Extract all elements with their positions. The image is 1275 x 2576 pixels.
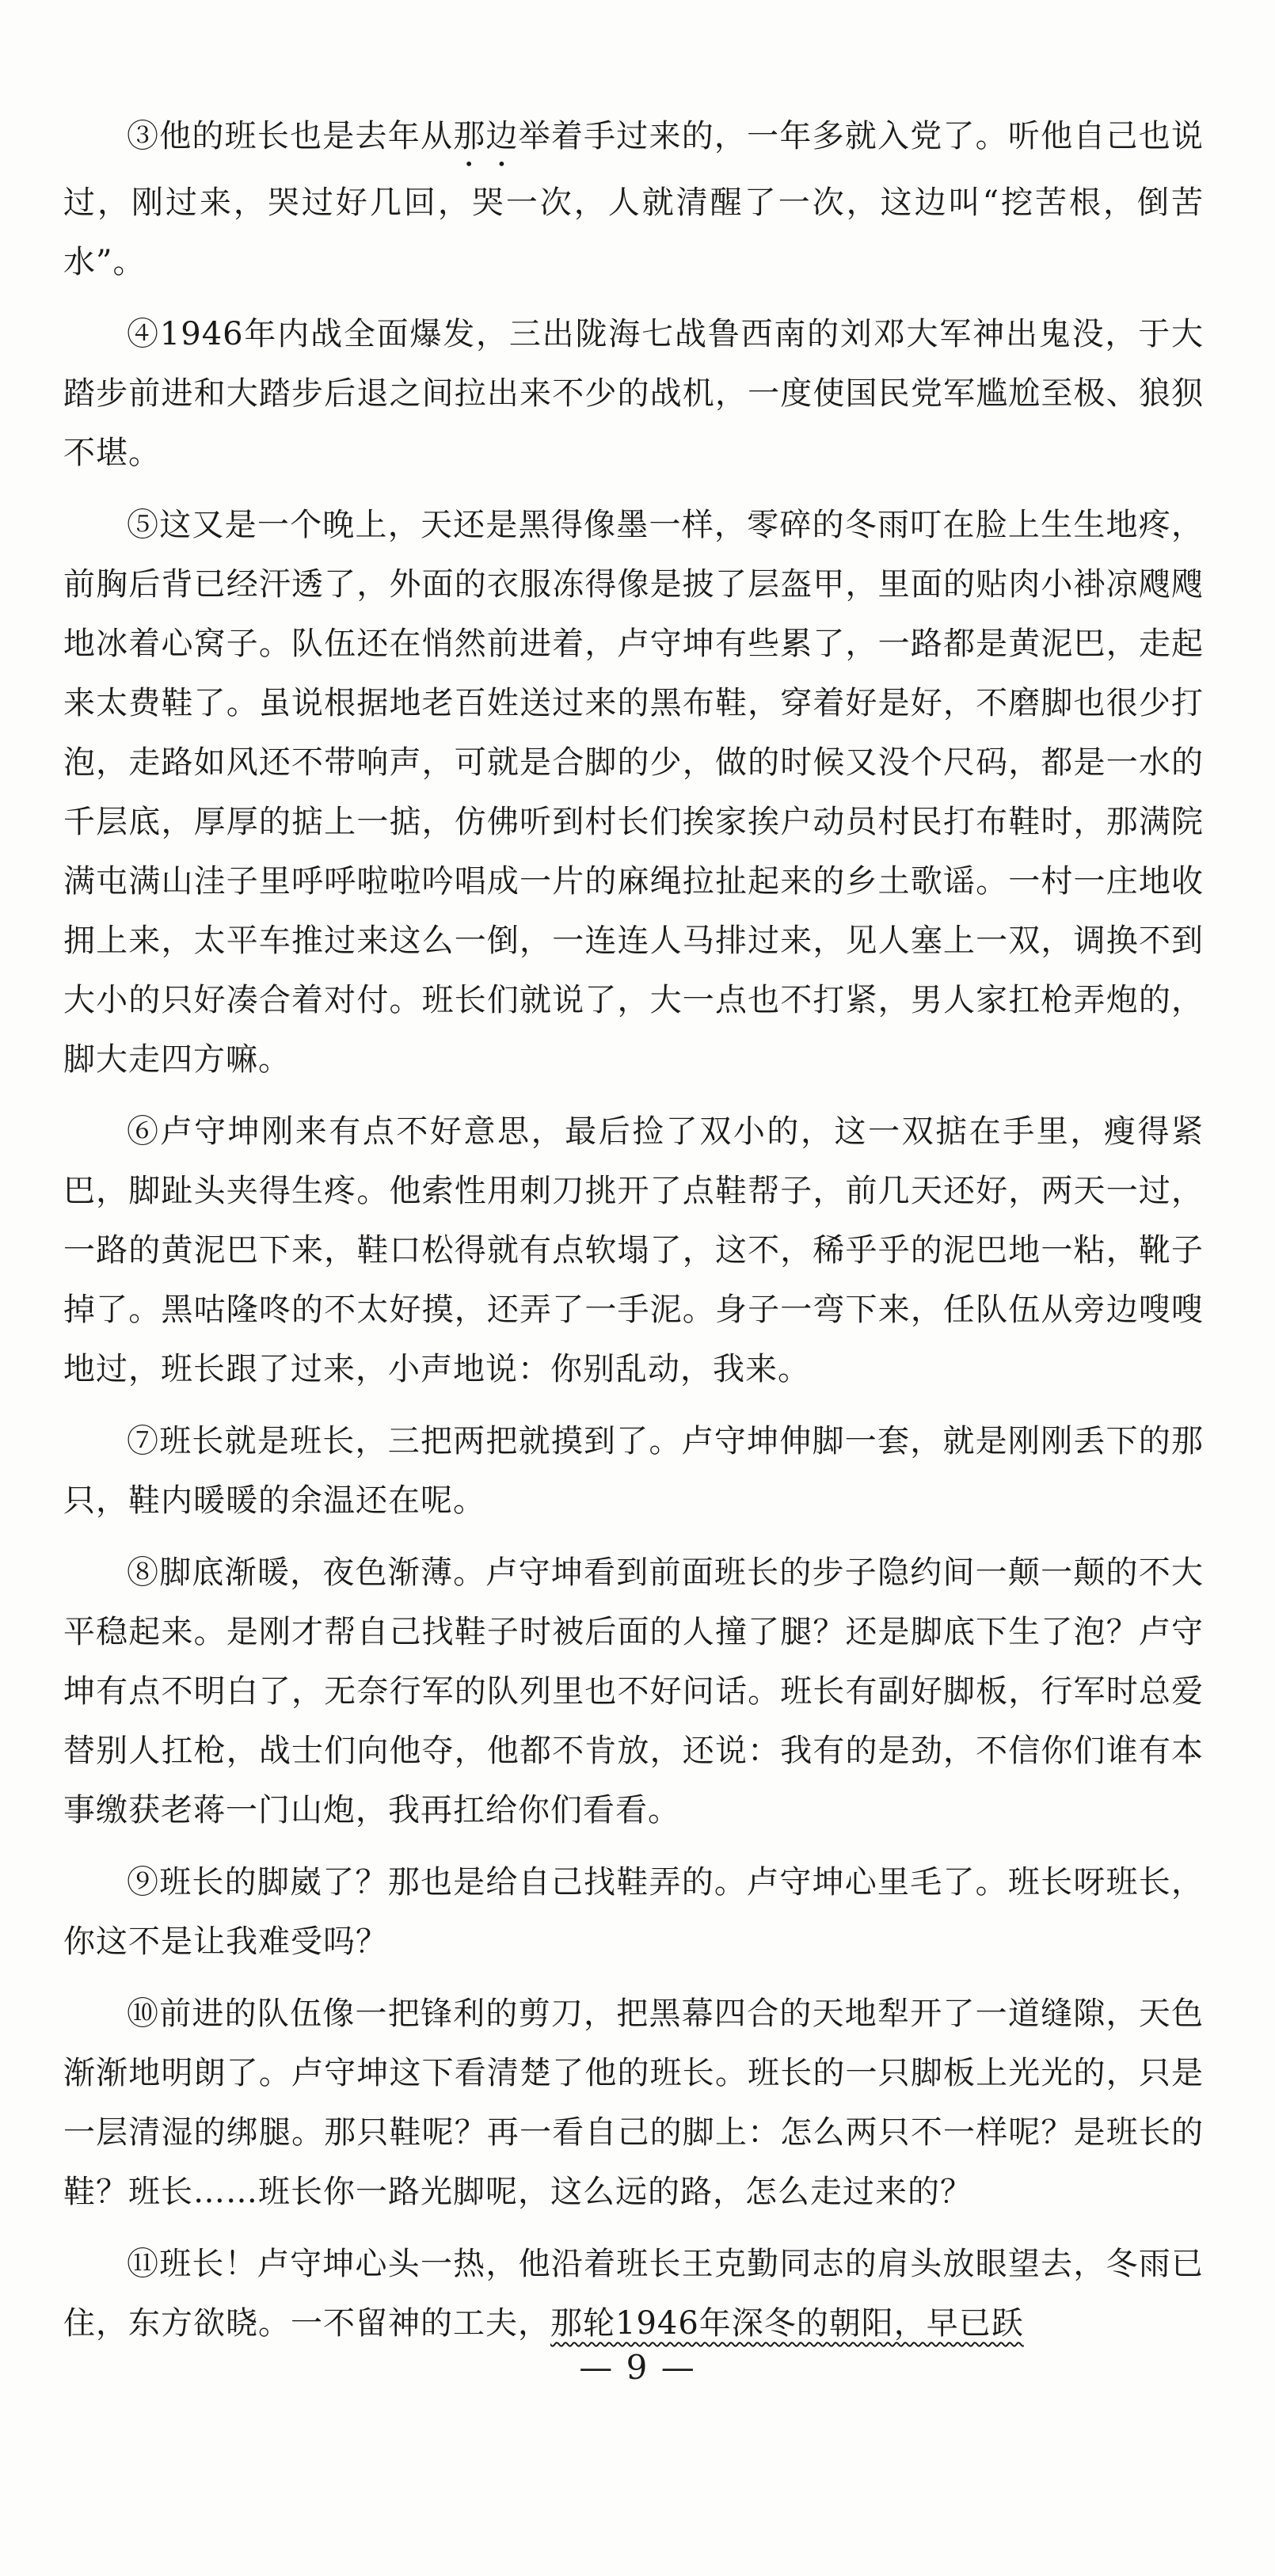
paragraph-3-text-after: 举着手过来的，一年多就入党了。听他自己也说过，刚过来，哭过好几回，哭一次，人就清醒了一次，这边叫“挖苦根，倒苦水”。 bbox=[63, 118, 1204, 280]
paragraph-6: ⑥卢守坤刚来有点不好意思，最后捡了双小的，这一双掂在手里，瘦得紧巴，脚趾头夹得生疼。他索性用刺刀挑开了点鞋帮子，前几天还好，两天一过，一路的黄泥巴下来，鞋口松得就有点软塌了，这不，稀乎乎的泥巴地一粘，靴子掉了。黑咕隆咚的不太好摸，还弄了一手泥。身子一弯下来，任队伍从旁边嗖嗖地过，班长跟了过来，小声地说：你别乱动，我来。 bbox=[63, 1113, 1204, 1387]
paragraph-3-text-before: ③他的班长也是去年从 bbox=[127, 118, 454, 154]
article-body bbox=[63, 107, 1204, 2366]
page-number: — 9 — bbox=[579, 2348, 696, 2387]
paragraph-8: ⑧脚底渐暖，夜色渐薄。卢守坤看到前面班长的步子隐约间一颠一颠的不大平稳起来。是刚才帮自己找鞋子时被后面的人撞了腿？还是脚底下生了泡？卢守坤有点不明白了，无奈行军的队列里也不好问话。班长有副好脚板，行军时总爱替别人扛枪，战士们向他夺，他都不肯放，还说：我有的是劲，不信你们谁有本事缴获老蒋一门山炮，我再扛给你们看看。 bbox=[63, 1554, 1204, 1828]
paragraph-11 bbox=[63, 2235, 1204, 2353]
paragraph-3 bbox=[63, 107, 1204, 292]
paragraph-10: ⑩前进的队伍像一把锋利的剪刀，把黑幕四合的天地犁开了一道缝隙，天色渐渐地明朗了。卢守坤这下看清楚了他的班长。班长的一只脚板上光光的，只是一层清湿的绑腿。那只鞋呢？再一看自己的脚上：怎么两只不一样呢？是班长的鞋？班长……班长你一路光脚呢，这么远的路，怎么走过来的？ bbox=[63, 1996, 1204, 2210]
paragraph-11-text: ⑪班长！卢守坤心头一热，他沿着班长王克勤同志的肩头放眼望去，冬雨已住，东方欲晓。一不留神的工夫， bbox=[63, 2246, 1204, 2342]
paragraph-3-emphasized-text: 那边 bbox=[453, 118, 519, 154]
paragraph-4: ④1946年内战全面爆发，三出陇海七战鲁西南的刘邓大军神出鬼没，于大踏步前进和大踏步后退之间拉出来不少的战机，一度使国民党军尴尬至极、狼狈不堪。 bbox=[63, 316, 1204, 471]
paragraph-9: ⑨班长的脚崴了？那也是给自己找鞋弄的。卢守坤心里毛了。班长呀班长，你这不是让我难受吗？ bbox=[63, 1864, 1204, 1960]
paragraph-5: ⑤这又是一个晚上，天还是黑得像墨一样，零碎的冬雨叮在脸上生生地疼，前胸后背已经汗透了，外面的衣服冻得像是披了层盔甲，里面的贴肉小褂凉飕飕地冰着心窝子。队伍还在悄然前进着，卢守坤有些累了，一路都是黄泥巴，走起来太费鞋了。虽说根据地老百姓送过来的黑布鞋，穿着好是好，不磨脚也很少打泡，走路如风还不带响声，可就是合脚的少，做的时候又没个尺码，都是一水的千层底，厚厚的掂上一掂，仿佛听到村长们挨家挨户动员村民打布鞋时，那满院满屯满山洼子里呼呼啦啦吟唱成一片的麻绳拉扯起来的乡土歌谣。一村一庄地收拥上来，太平车推过来这么一倒，一连连人马排过来，见人塞上一双，调换不到大小的只好凑合着对付。班长们就说了，大一点也不打紧，男人家扛枪弄炮的，脚大走四方嘛。 bbox=[63, 507, 1204, 1078]
paragraph-7: ⑦班长就是班长，三把两把就摸到了。卢守坤伸脚一套，就是刚刚丢下的那只，鞋内暖暖的余温还在呢。 bbox=[63, 1423, 1204, 1519]
paragraph-11-wavy-underlined-text: 那轮1946年深冬的朝阳，早已跃 bbox=[550, 2305, 1024, 2342]
